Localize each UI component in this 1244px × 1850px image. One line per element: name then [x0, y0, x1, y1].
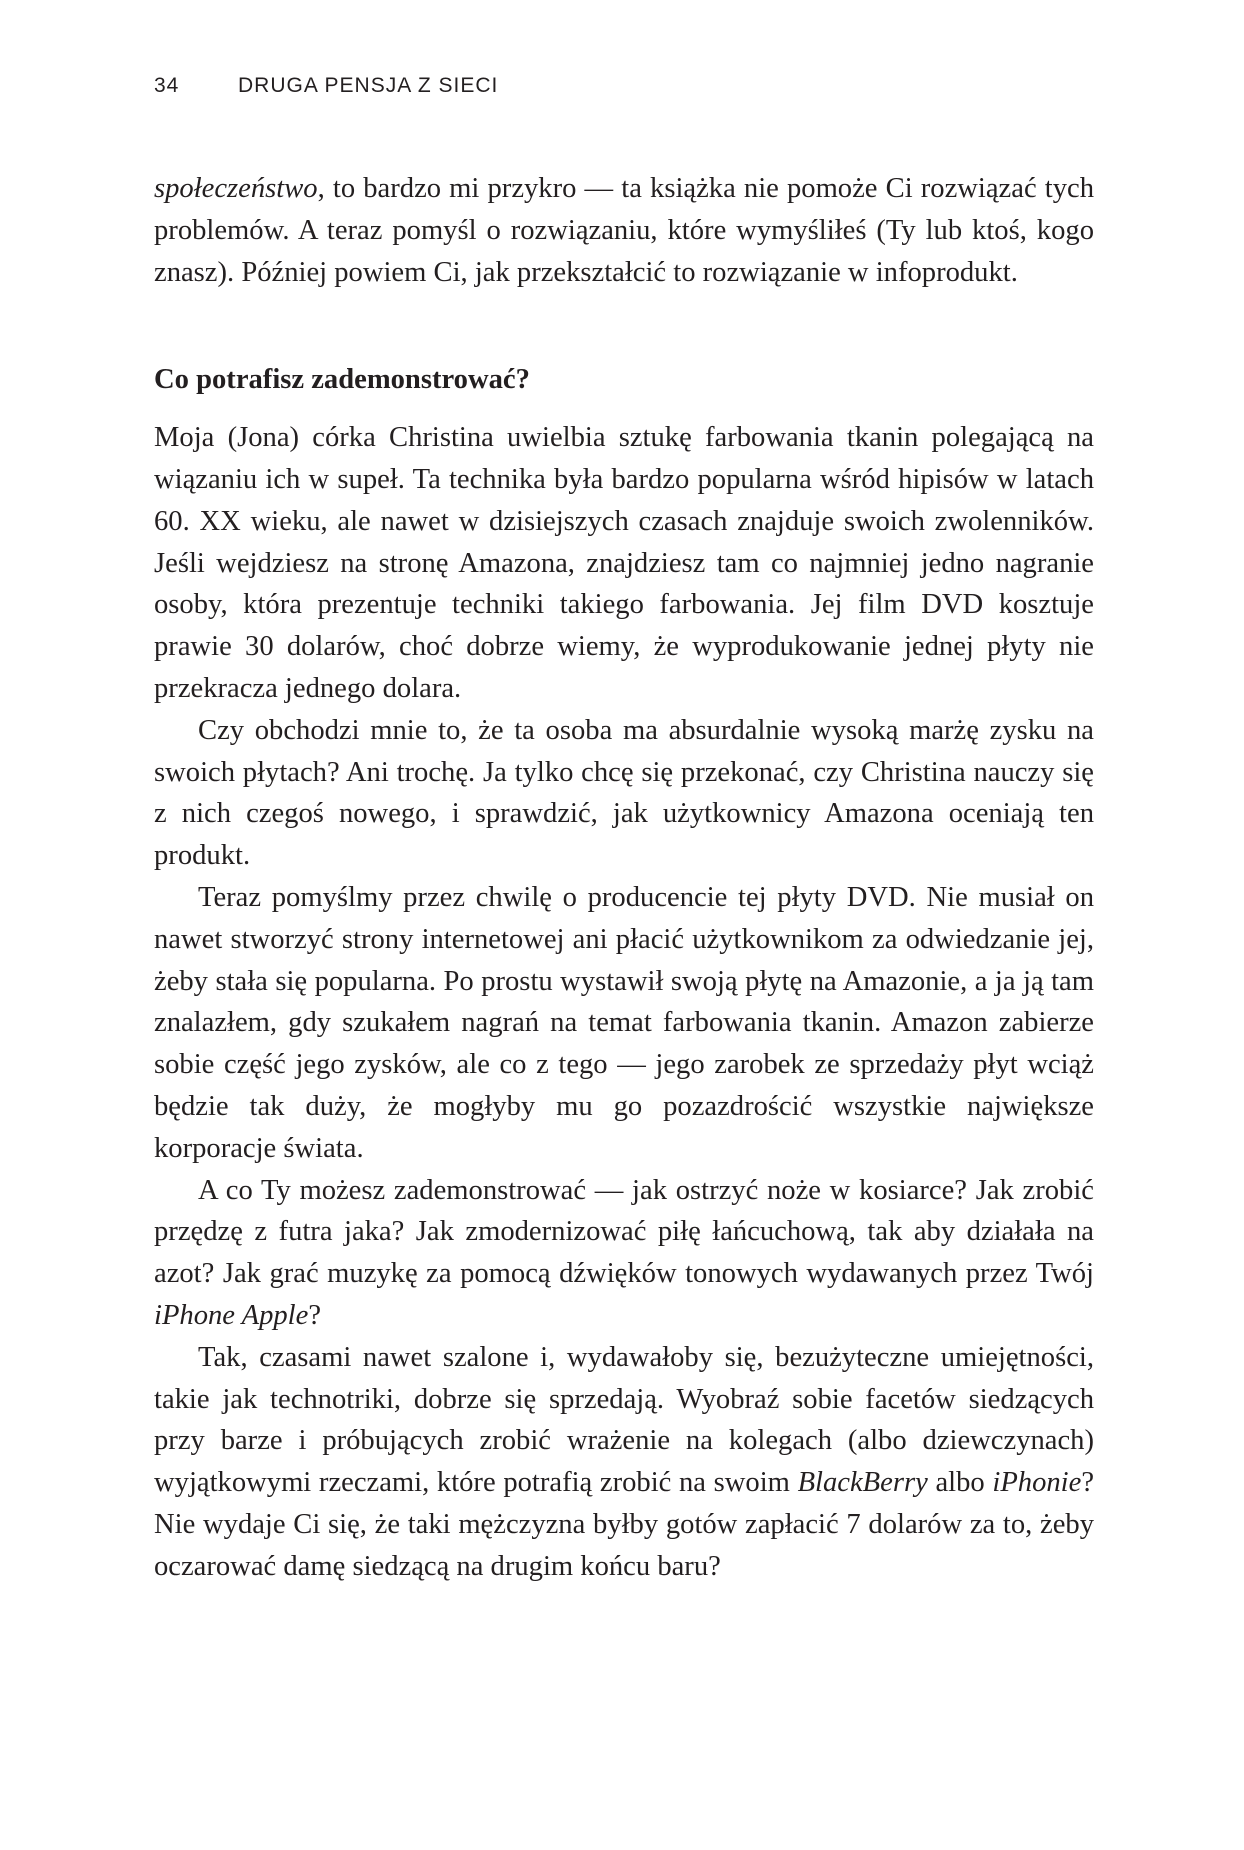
paragraph-5-text-3: ? Nie wydaje Ci się, że taki mężczyzna byłby gotów zapłacić 7 dolarów za to, żeby oczarować damę siedzącą na drugim końcu baru?	[154, 1467, 1095, 1582]
paragraph-5-text-1: Tak, czasami nawet szalone i, wydawałoby się, bezużyteczne umiejętności, takie jak technotriki, dobrze się sprzedają. Wyobraź sobie facetów siedzących przy barze i próbujących zrobić wrażenie na kolegach (albo dziewczynach) wyjątkowymi rzeczami, które potrafią zrobić na swoim	[154, 1341, 1094, 1499]
section-heading: Co potrafisz zademonstrować?	[154, 364, 530, 396]
running-header	[154, 74, 498, 98]
intro-italic-word: społeczeństwo	[154, 173, 318, 204]
paragraph-2: Czy obchodzi mnie to, że ta osoba ma absurdalnie wysoką marżę zysku na swoich płytach? Ani trochę. Ja tylko chcę się przekonać, czy Christina nauczy się z nich czegoś nowego, i sprawdzić, jak użytkownicy Amazona oceniają ten produkt.	[154, 714, 1094, 872]
paragraph-5-italic-2: iPhonie	[992, 1467, 1082, 1499]
paragraph-4	[154, 1170, 1094, 1337]
page-body	[154, 168, 1094, 1588]
paragraph-5-text-2: albo	[927, 1467, 993, 1499]
paragraph-4-text: A co Ty możesz zademonstrować — jak ostrzyć noże w kosiarce? Jak zrobić przędzę z futra jaka? Jak zmodernizować piłę łańcuchową, tak aby działała na azot? Jak grać muzykę za pomocą dźwięków tonowych wydawanych przez Twój	[154, 1174, 1094, 1290]
paragraph-5-italic-1: BlackBerry	[797, 1467, 928, 1499]
paragraph-4-italic: iPhone Apple	[154, 1299, 309, 1331]
book-title: DRUGA PENSJA Z SIECI	[238, 74, 499, 97]
paragraph-3: Teraz pomyślmy przez chwilę o producencie tej płyty DVD. Nie musiał on nawet stworzyć strony internetowej ani płacić użytkownikom za odwiedzanie jej, żeby stała się popularna. Po prostu wystawił swoją płytę na Amazonie, a ja ją tam znalazłem, gdy szukałem nagrań na temat farbowania tkanin. Amazon zabierze sobie część jego zysków, ale co z tego — jego zarobek ze sprzedaży płyt wciąż będzie tak duży, że mogłyby mu go pozazdrościć wszystkie największe korporacje świata.	[154, 881, 1094, 1164]
page-number: 34	[154, 74, 180, 97]
intro-text: , to bardzo mi przykro — ta książka nie pomoże Ci rozwiązać tych problemów. A teraz pomyśl o rozwiązaniu, które wymyśliłeś (Ty lub ktoś, kogo znasz). Później powiem Ci, jak przekształcić to rozwiązanie w infoprodukt.	[154, 173, 1094, 288]
intro-paragraph	[154, 168, 1094, 293]
paragraph-5	[154, 1337, 1094, 1588]
paragraph-1: Moja (Jona) córka Christina uwielbia sztukę farbowania tkanin polegającą na wiązaniu ich w supeł. Ta technika była bardzo popularna wśród hipisów w latach 60. XX wieku, ale nawet w dzisiejszych czasach znajduje swoich zwolenników. Jeśli wejdziesz na stronę Amazona, znajdziesz tam co najmniej jedno nagranie osoby, która prezentuje techniki takiego farbowania. Jej film DVD kosztuje prawie 30 dolarów, choć dobrze wiemy, że wyprodukowanie jednej płyty nie przekracza jednego dolara.	[154, 422, 1094, 704]
paragraph-4-end: ?	[308, 1299, 322, 1331]
